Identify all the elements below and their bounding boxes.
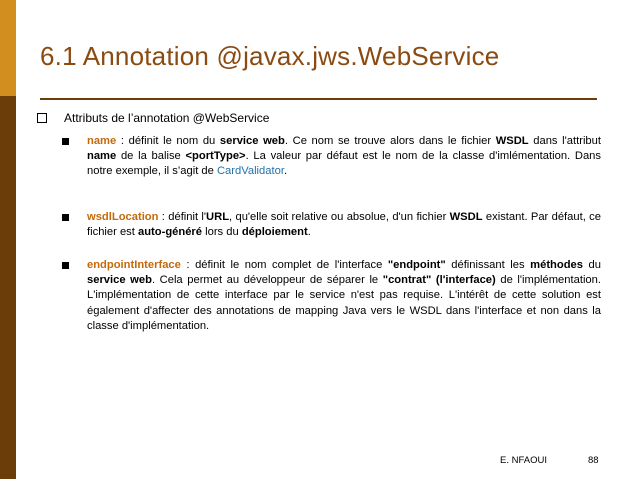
text: existant. Par défaut, ce fichier est	[87, 210, 601, 238]
page-number: 88	[588, 455, 599, 466]
bold-text: déploiement	[241, 225, 308, 238]
square-bullet-icon	[62, 214, 69, 221]
square-bullet-icon	[62, 138, 69, 145]
left-accent-highlight	[0, 0, 16, 96]
text: du	[583, 259, 601, 272]
bold-text: "endpoint"	[387, 259, 446, 272]
bold-text: auto-généré	[137, 225, 203, 238]
text: .	[307, 225, 311, 238]
text: : définit le nom du	[116, 135, 220, 147]
bold-text: WSDL	[449, 210, 483, 223]
bold-text: <portType>	[185, 150, 246, 163]
keyword-name: name	[87, 135, 117, 147]
sub-item-wsdl-location	[87, 210, 601, 240]
text: . La valeur par défaut est le nom de la classe d'imlémentation. Dans notre exemple, il s’agit de	[87, 150, 601, 178]
text: .	[283, 165, 288, 178]
keyword-endpoint-interface: endpointInterface	[87, 259, 181, 272]
slide-title: 6.1 Annotation @javax.jws.WebService	[40, 41, 500, 71]
bold-text: WSDL	[495, 135, 529, 147]
bold-text: URL	[206, 210, 230, 223]
sub-item-endpoint-interface	[87, 258, 601, 334]
bold-text: méthodes	[530, 259, 583, 272]
bullet-attributes-text: Attributs de l’annotation @WebService	[64, 111, 270, 125]
footer-author: E. NFAOUI	[500, 455, 547, 466]
text: définissant les	[445, 259, 531, 272]
text: dans l'attribut	[528, 135, 601, 147]
bullet-attributes	[34, 110, 604, 126]
text: de l'implémentation. L'implémentation de cette interface par le service n'est pas requise. L'intérêt de cette solution est également d'affecter des annotations de mapping Java vers le WSDL dans l'interface et non dans la classe d'implémentation.	[87, 274, 601, 332]
square-bullet-icon	[62, 262, 69, 269]
text: : définit l'	[158, 210, 207, 223]
sub-item-name	[87, 134, 601, 180]
text: , qu'elle soit relative ou absolue, d'un fichier	[229, 210, 450, 223]
keyword-wsdl-location: wsdlLocation	[87, 210, 159, 223]
text: de la balise	[116, 150, 186, 163]
bold-text: "contrat" (l'interface)	[382, 274, 496, 287]
text: . Ce nom se trouve alors dans le fichier	[284, 135, 496, 147]
bold-text: service web	[219, 135, 285, 147]
text: : définit le nom complet de l'interface	[180, 259, 388, 272]
bold-text: service web	[87, 274, 152, 287]
bold-text: name	[87, 150, 117, 163]
checkbox-bullet-icon	[37, 113, 47, 123]
slide-content	[34, 110, 604, 334]
text: lors du	[202, 225, 242, 238]
title-underline	[40, 98, 597, 100]
text: . Cela permet au développeur de séparer le	[151, 274, 383, 287]
class-name-link: CardValidator	[216, 165, 284, 178]
